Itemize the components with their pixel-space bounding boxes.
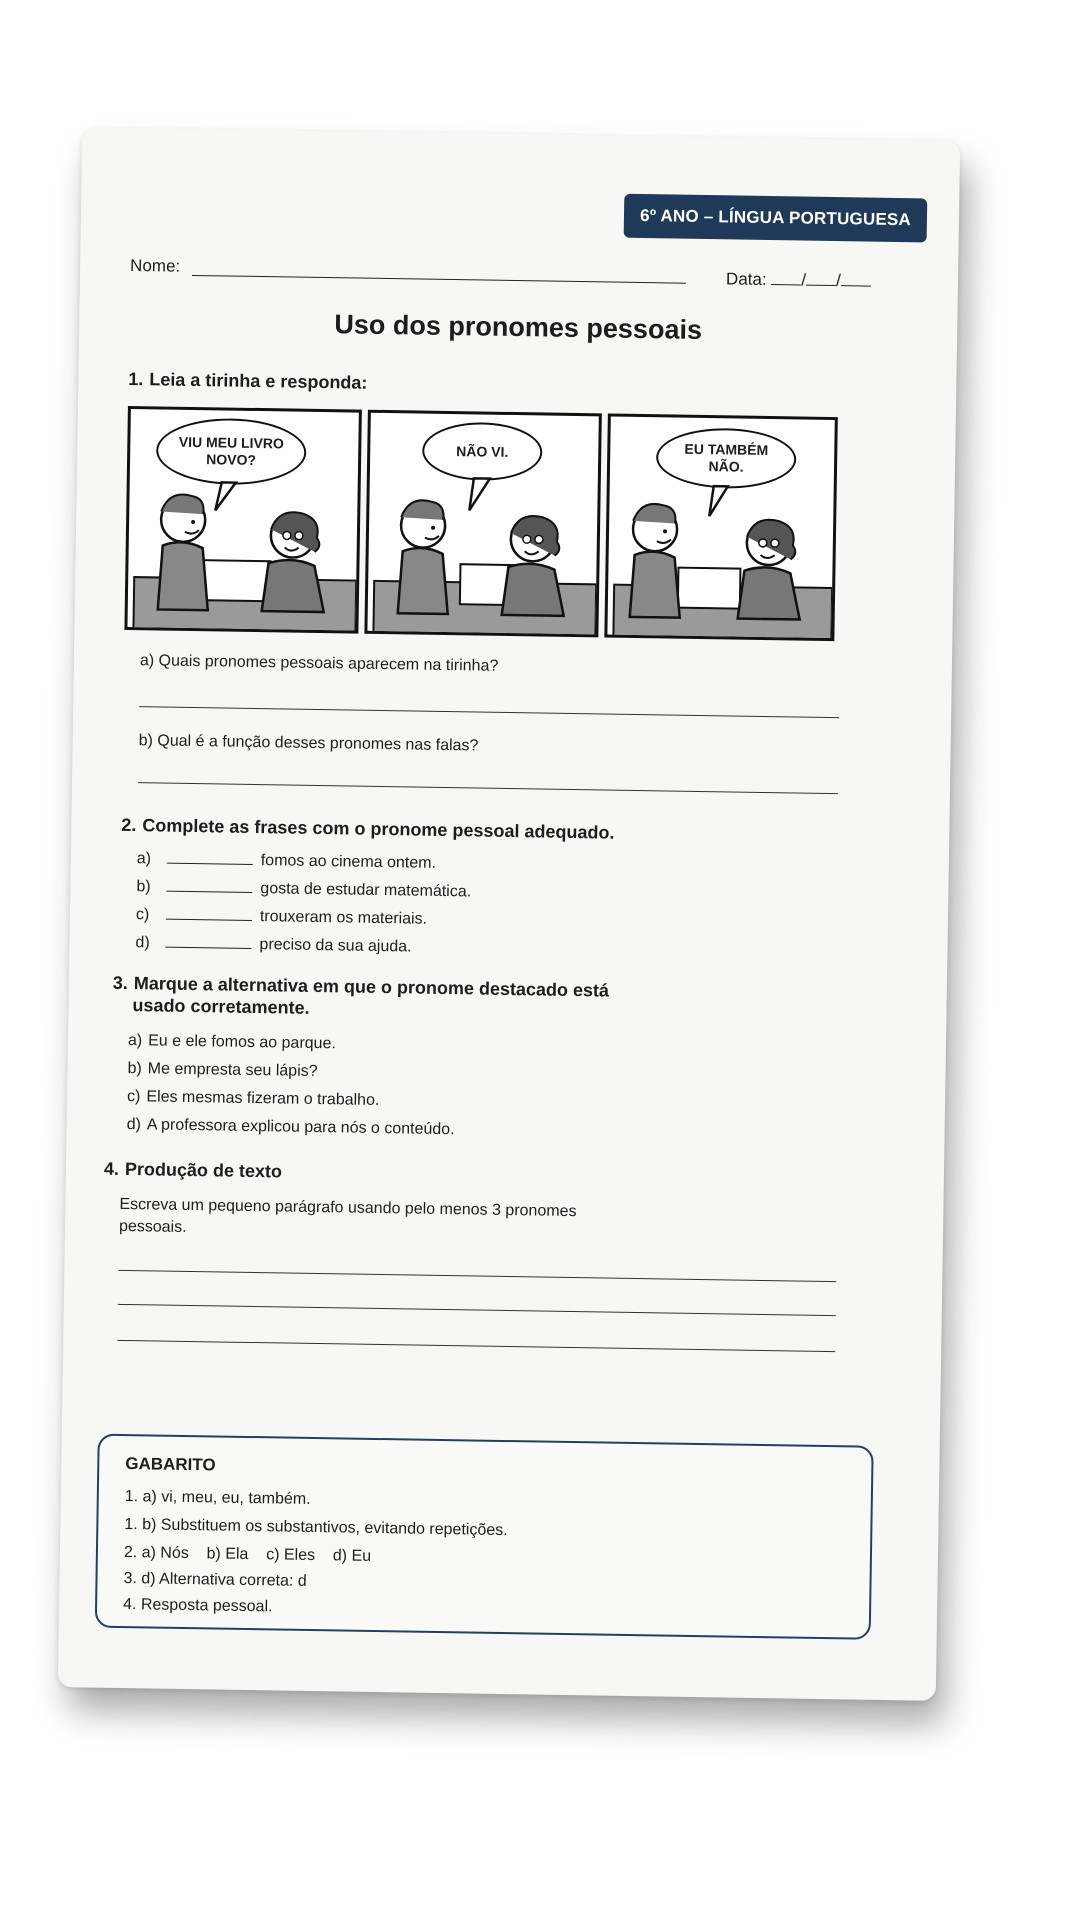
question-2-heading [121, 814, 614, 844]
question-4-prompt [119, 1194, 577, 1245]
item-text: trouxeram os materiais. [259, 908, 428, 928]
question-1a: a) Quais pronomes pessoais aparecem na tirinha? [139, 652, 499, 675]
question-text: Complete as frases com o pronome pessoal adequado. [142, 815, 615, 843]
fill-blank[interactable] [166, 919, 252, 921]
option-label: b) [127, 1060, 142, 1078]
fill-item-c [136, 906, 427, 929]
name-date-row [129, 255, 908, 291]
answer-key-item: 2. a) Nós b) Ela c) Eles d) Eu [123, 1544, 372, 1565]
option-label: d) [126, 1116, 142, 1134]
comic-panel-1 [124, 406, 361, 634]
question-4-heading [104, 1158, 282, 1183]
answer-line-1a[interactable] [139, 706, 839, 718]
data-label: Data: [725, 269, 767, 289]
date-separator: / [835, 271, 841, 291]
answer-key-item: 1. b) Substituem os substantivos, evitando repetições. [124, 1516, 508, 1540]
question-text: Marque a alternativa em que o pronome destacado está [133, 973, 610, 1001]
fill-item-d [135, 934, 411, 956]
comic-panel-3 [604, 413, 837, 641]
option-text: Me empresta seu lápis? [147, 1060, 318, 1081]
answer-line-4-1[interactable] [118, 1270, 836, 1282]
date-separator: / [801, 270, 807, 290]
fill-blank[interactable] [166, 891, 252, 893]
answer-key-box [95, 1434, 874, 1640]
fill-blank[interactable] [165, 947, 251, 949]
date-month-blank[interactable] [806, 285, 836, 286]
option-text: Eu e ele fomos ao parque. [148, 1032, 336, 1053]
prompt-line: pessoais. [118, 1217, 187, 1236]
question-number: 1. [128, 368, 144, 390]
option-text: Eles mesmas fizeram o trabalho. [146, 1088, 380, 1109]
item-label: b) [136, 878, 151, 896]
item-text: gosta de estudar matemática. [260, 880, 472, 901]
nome-blank[interactable] [192, 275, 686, 284]
answer-key-item: 1. a) vi, meu, eu, também. [124, 1488, 311, 1508]
option-label: c) [126, 1088, 141, 1106]
answer-key-item: 3. d) Alternativa correta: d [123, 1570, 307, 1590]
answer-key-title: GABARITO [125, 1454, 216, 1475]
grade-subject-tag: 6º ANO – LÍNGUA PORTUGUESA [624, 194, 927, 243]
page-title: Uso dos pronomes pessoais [334, 309, 703, 345]
speech-bubble-1: VIU MEU LIVRO NOVO? [156, 417, 307, 485]
item-text: fomos ao cinema ontem. [260, 852, 437, 872]
fill-blank[interactable] [167, 863, 253, 865]
fill-item-a [137, 850, 436, 873]
option-text: A professora explicou para nós o conteúdo. [146, 1116, 455, 1139]
speech-bubble-3: EU TAMBÉM NÃO. [656, 427, 797, 489]
question-text: Leia a tirinha e responda: [149, 369, 368, 393]
question-1b: b) Qual é a função desses pronomes nas falas? [138, 732, 479, 755]
option-b[interactable] [127, 1060, 317, 1081]
answer-line-4-2[interactable] [118, 1304, 836, 1316]
nome-label: Nome: [129, 255, 181, 276]
option-label: a) [127, 1032, 143, 1050]
option-d[interactable] [126, 1116, 454, 1139]
item-label: a) [136, 850, 152, 868]
comic-panel-3-drawing [607, 417, 838, 642]
answer-line-4-3[interactable] [117, 1340, 835, 1352]
comic-panel-2 [364, 410, 601, 638]
question-3-heading [112, 972, 609, 1024]
date-year-blank[interactable] [841, 285, 871, 286]
worksheet-paper [58, 127, 960, 1701]
comic-panel-2-drawing [367, 413, 602, 638]
comic-strip [124, 406, 837, 641]
answer-key-item: 4. Resposta pessoal. [122, 1596, 273, 1616]
item-label: c) [135, 906, 150, 924]
answer-line-1b[interactable] [138, 782, 838, 794]
comic-panel-1-drawing [127, 409, 362, 634]
question-1-heading [128, 368, 367, 394]
item-label: d) [135, 934, 150, 952]
prompt-line: Escreva um pequeno parágrafo usando pelo menos 3 pronomes [119, 1195, 577, 1221]
option-a[interactable] [128, 1032, 336, 1053]
question-number: 3. [112, 972, 129, 994]
option-c[interactable] [127, 1088, 380, 1110]
speech-bubble-2: NÃO VI. [422, 422, 543, 482]
date-day-blank[interactable] [771, 284, 801, 285]
data-field [726, 269, 871, 291]
question-text-continued: usado corretamente. [132, 995, 310, 1018]
question-text: Produção de texto [124, 1159, 283, 1182]
question-number: 4. [103, 1158, 120, 1179]
item-text: preciso da sua ajuda. [259, 936, 412, 956]
question-number: 2. [121, 814, 137, 836]
fill-item-b [136, 878, 471, 901]
